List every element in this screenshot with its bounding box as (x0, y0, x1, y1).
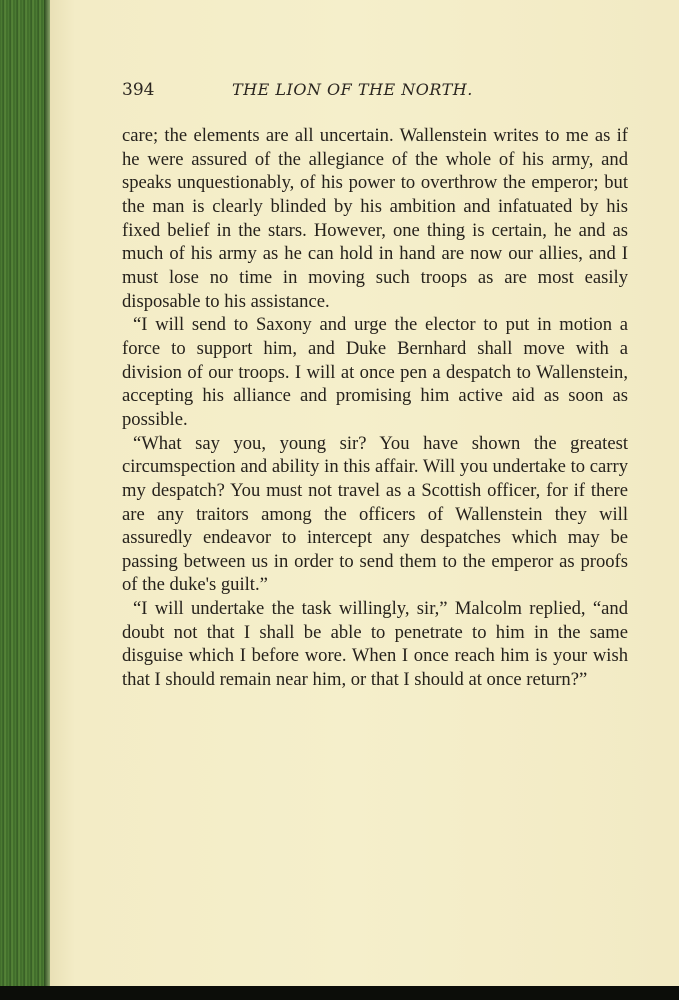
book-edge (0, 0, 50, 988)
paragraph: “I will send to Saxony and urge the elector to put in motion a force to support him, and Duke Bernhard shall move with a division of our troops. I will at once pen a despatch to Wallenstein, accepting his alliance and promising him active aid as soon as possible. (122, 314, 628, 430)
body-text (122, 124, 628, 692)
running-title: THE LION OF THE NORTH. (232, 80, 473, 99)
paragraph: “I will undertake the task willingly, sir,” Malcolm replied, “and doubt not that I shall be able to penetrate to him in the same disguise which I before wore. When I once reach him is your wish that I should remain near him, or that I should at once return?” (122, 598, 628, 691)
bottom-shadow (0, 986, 679, 1000)
paragraph: care; the elements are all uncertain. Wallenstein writes to me as if he were assured of the allegiance of the whole of his army, and speaks unquestionably, of his power to overthrow the emperor; but the man is clearly blinded by his ambition and infatuated by his fixed belief in the stars. However, one thing is certain, he and as much of his army as he can hold in hand are now our allies, and I must lose no time in moving such troops as are most easily disposable to his assistance. (122, 125, 628, 312)
paragraph: “What say you, young sir? You have shown the greatest circumspection and ability in this affair. Will you undertake to carry my despatch? You must not travel as a Scottish officer, for if there are any traitors among the officers of Wallenstein they will assuredly endeavor to intercept any despatches which may be passing between us in order to send them to the emperor as proofs of the duke's guilt.” (122, 432, 628, 596)
page-number: 394 (122, 80, 155, 100)
page-header (122, 80, 592, 104)
